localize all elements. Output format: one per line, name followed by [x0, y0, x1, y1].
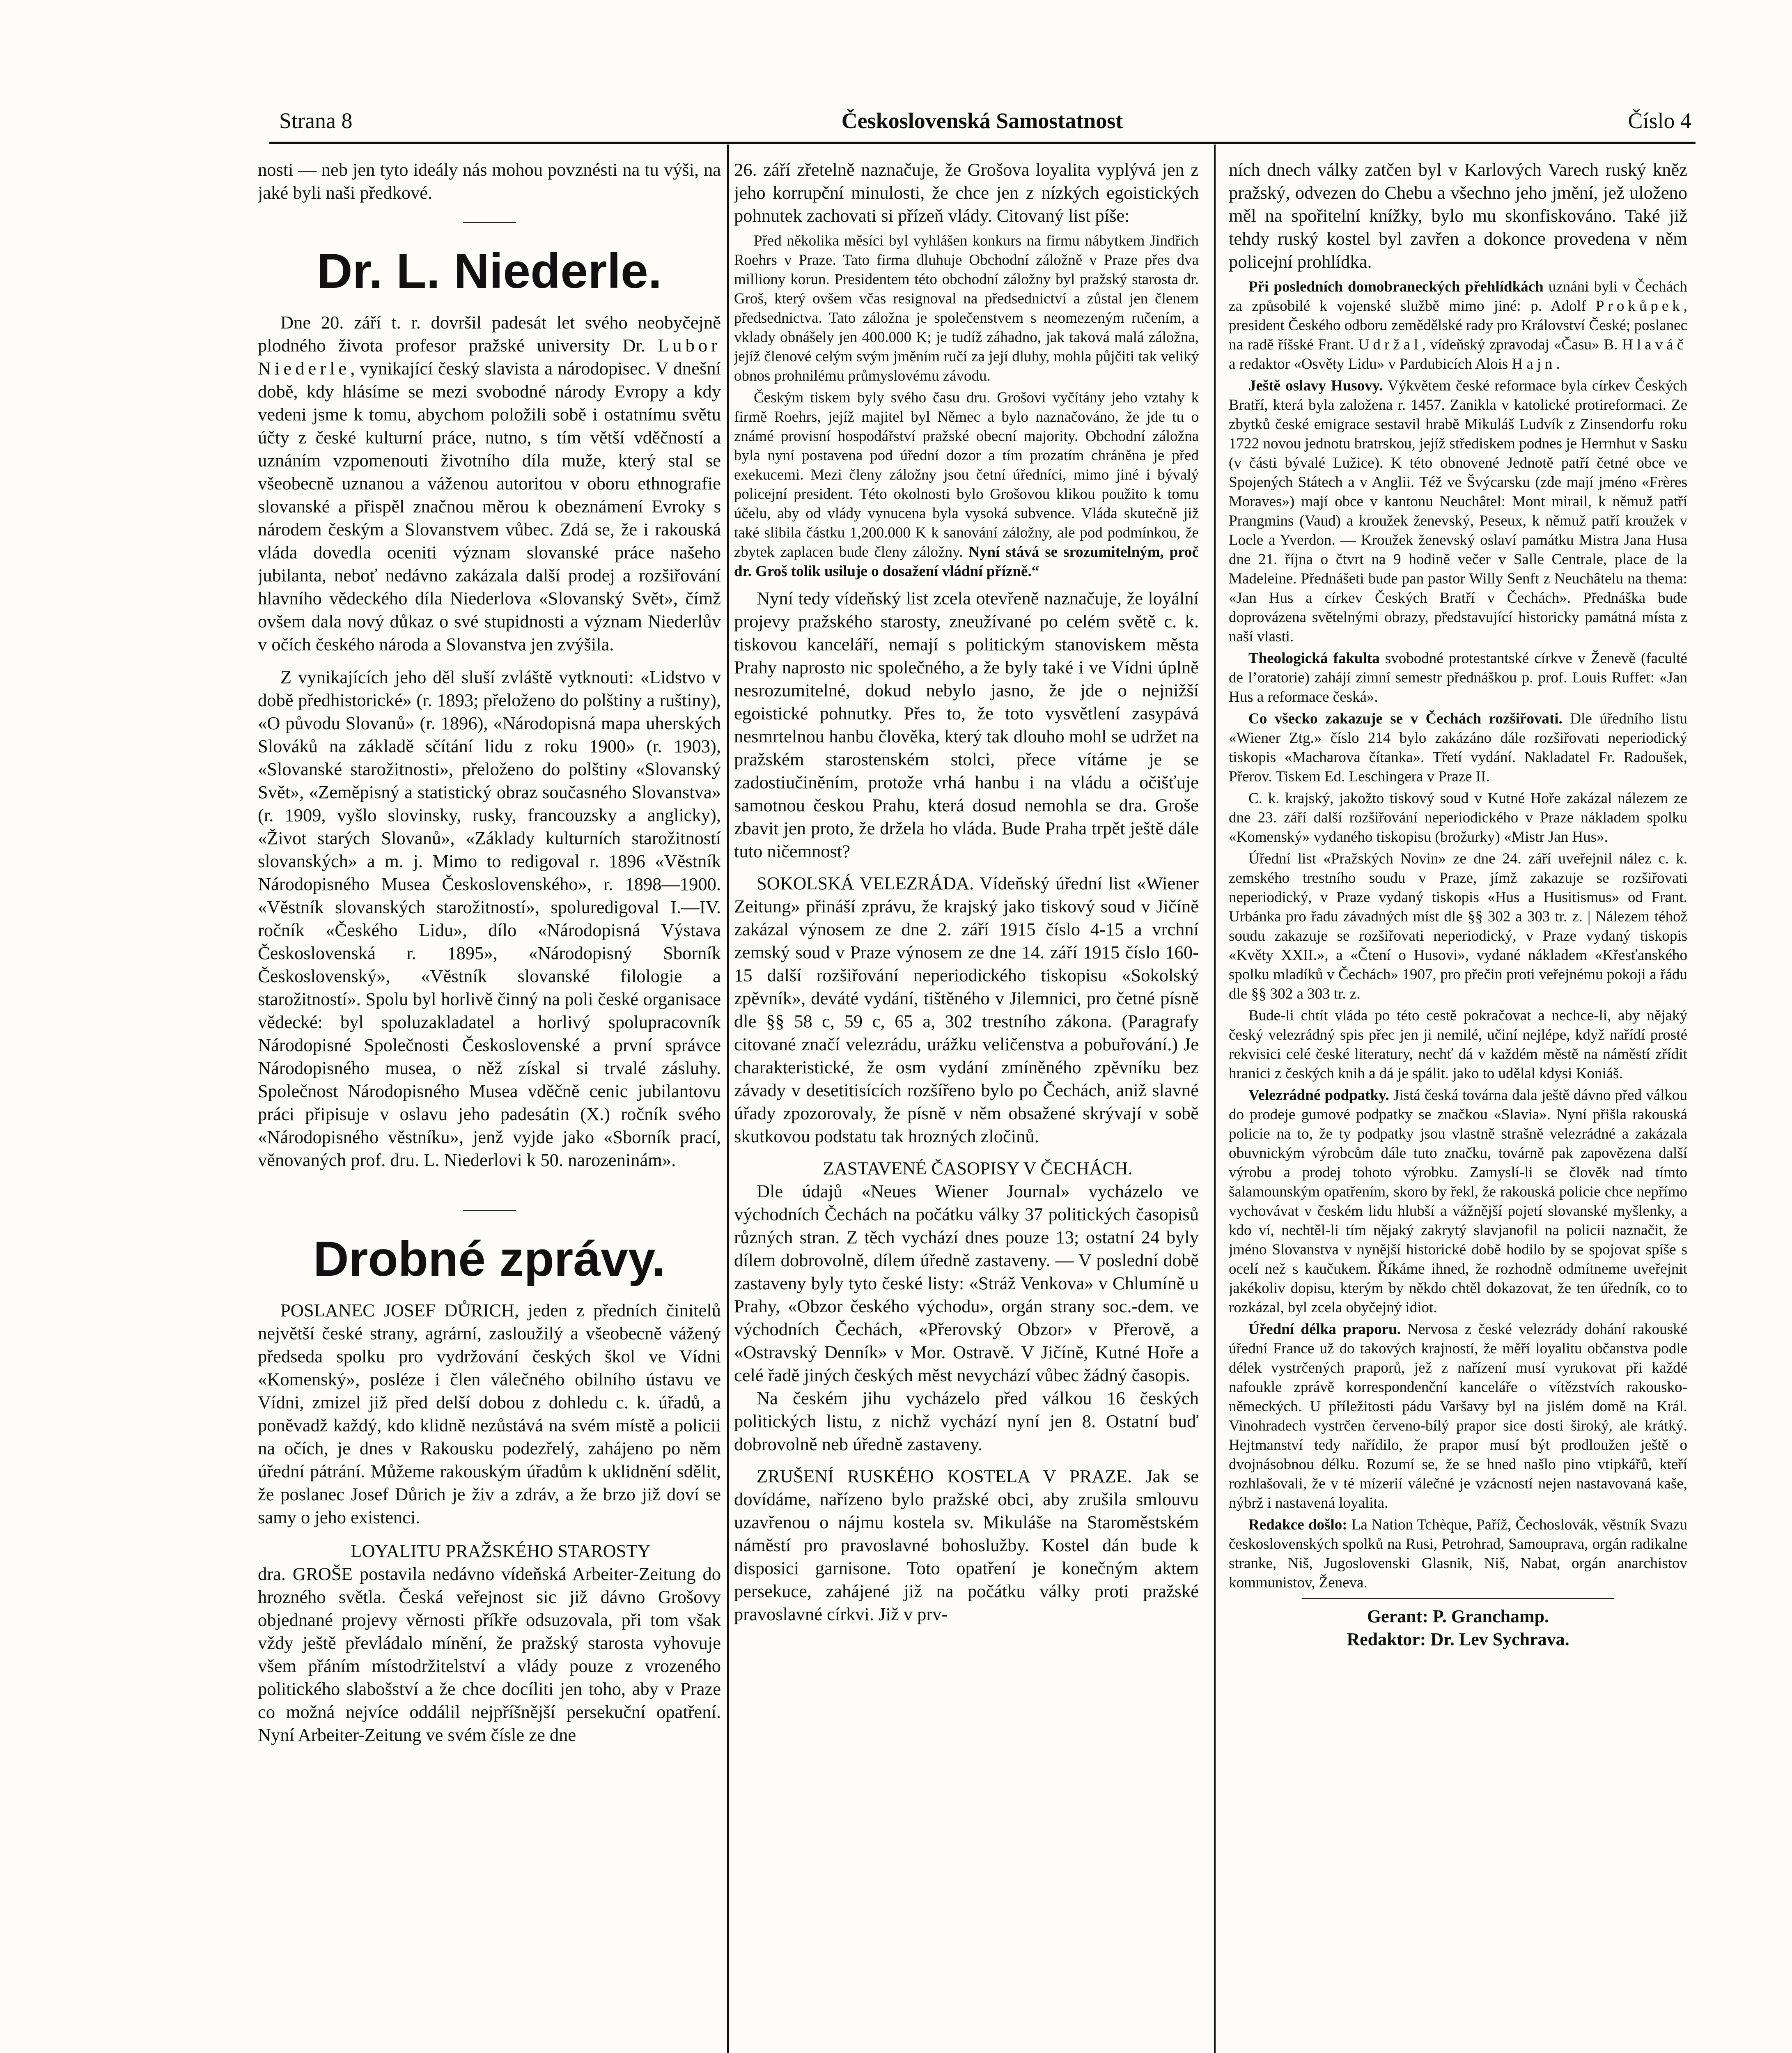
separator	[463, 222, 516, 223]
prapor-paragraph	[1229, 1320, 1687, 1513]
niederle-paragraph-1	[258, 311, 721, 656]
prapor-text: Nervosa z české velezrády dohání rakouské úřední France už do takových krajností, že měří loyalitu občanstva podle délek vystrčených praporů, jež z nařízení musí vyrukovat při každé nafoukle zprávě korrespondenční kanceláře o vítězstvích rakousko-německých. U příležitosti pádu Varšavy byl na jislém domě na Král. Vinohradech vystrčen červeno-bílý prapor sice dosti široký, ale krátký. Hejtmanství tedy nařídilo, že prapor musí být prodloužen ještě o dvojnásobnou délku. Rozumí se, že se hned našlo pino vtipkářů, kteří rozhlašovali, že v té mízerií válečné je vzácností nejen nastavovaná kaše, nýbrž i nastavená loyalita.	[1229, 1321, 1687, 1511]
domob-text-b: , president Českého odboru zemědělské rady pro Království České; poslanec na radě říšské Frant.	[1229, 298, 1687, 353]
theo-heading: Theologická fakulta	[1248, 650, 1380, 667]
quote-paragraph-2	[734, 388, 1199, 581]
separator	[463, 1210, 516, 1211]
niederle-paragraph-2: Z vynikajících jeho děl sluší zvláště vytknouti: «Lidstvo v době předhistorické» (r. 1893; přeloženo do polštiny a ruštiny), «O původu Slovanů» (r. 1896), «Národopisná mapa uherských Slováků na základě sčítání lidu z roku 1900» (r. 1903), «Slovanské starožitnosti», přeloženo do polštiny «Slovanský Svět», «Zeměpisný a statistický obraz současného Slovanstva» (r. 1909, vyšlo slovinsky, rusky, francouzsky a anglicky), «Život starých Slovanů», «Základy kulturních starožitností slovanských» a m. j. Mimo to redigoval r. 1896 «Věstník Národopisného Musea Československého», r. 1898—1900. «Věstník slovanských starožitností», spoluredigoval I.—IV. ročník «Českého Lidu», dílo «Národopisná Výstava Československá r. 1895», «Národopisný Sborník Československý», «Věstník slovanské filologie a starožitností». Spolu byl horlivě činný na poli české organisace vědecké: byl spoluzakladatel a horlivý spolupracovník Národopisné Společnosti Československé a první správce Národopisného musea, o něž získal si trvalé zásluhy. Společnost Národopisného Musea vděčně cenic jubilantovu práci připisuje v oslavu jeho padesátin (X.) ročník svého «Národopisného věstníku», jenž vyjde jako «Sborník prací, věnovaných prof. dru. L. Niederlovi k 50. narozeninám».	[258, 667, 721, 1170]
sokol-text: Vídeňský úřední list «Wiener Zeitung» přináší zprávu, že krajský jako tiskový soud v Jičíně zakázal výnosem ze dne 2. září 1915 číslo 4-15 a vrchní zemský soud v Praze výnosem ze dne 14. září 1915 číslo 160-15 další rozšiřování neperiodického tiskopisu «Sokolský zpěvník», deváté vydání, tištěného v Jilemnici, pro četné písně dle §§ 58 c, 59 c, 65 a, 302 trestního zákona. (Paragrafy citované značí velezrádu, urážku veličenstva a pobuřování.) Je charakteristické, že osm vydání zmíněného zpěvníku bez závady v desetitisících rozšířeno bylo po Čechách, aniž slavné úřady zpozorovaly, že písně v něm obsažené skrývají v sobě skutkovou podstatu tak hrozných zločinů.	[734, 873, 1199, 1146]
column-3	[1229, 158, 1687, 2053]
cov-paragraph-4: Bude-li chtít vláda po této cestě pokračovat a nechce-li, aby nějaký český velezrádný spis přec jen ji nemilé, učiní nejlépe, když nařídí prosté rekvisici celé české literatury, nechť dá v každém městě na náměstí zřídit hranici z českých knih a dá je spálit. jako to udělal kdysi Koniáš.	[1229, 1007, 1687, 1082]
sokol-paragraph	[734, 872, 1199, 1148]
quoted-article	[734, 231, 1199, 581]
velezradne-heading: Velezrádné podpatky.	[1248, 1087, 1389, 1104]
niederle-text: Dne 20. září t. r. dovršil padesát let svého neobyčejně plodného života profesor pražské university Dr.	[258, 312, 721, 356]
niederle-title: Dr. L. Niederle.	[317, 243, 662, 299]
signature-rule	[1302, 1598, 1614, 1599]
hus-paragraph	[1229, 376, 1687, 646]
page-number: Strana 8	[279, 108, 353, 133]
loyalita-paragraph: dra. GROŠE postavila nedávno vídeňská Arbeiter-Zeitung do hrozného světla. Česká veřejnost sic již dávno Grošovy objednané projevy věrnosti příkře odsuzovala, při tom však vždy ještě převládalo mínění, že pražský starosta vyhovuje všem přáním místodržitelství a vlády pouze z vrozeného politického slabošství a že chce docíliti jen toho, aby v Praze co možná nejvíce oddálil nejpříšnější persekuční opatření. Nyní Arbeiter-Zeitung ve svém čísle ze dne	[258, 1564, 721, 1745]
domob-paragraph	[1229, 277, 1687, 374]
quote-bold-text: Nyní stává se srozumitelným, proč dr. Groš tolik usiluje o dosažení vládní přízně.“	[734, 544, 1199, 580]
hus-text: Výkvětem české reformace byla církev Českých Bratří, která byla založena r. 1457. Zanikla v katolické protireformaci. Ze zbytků české emigrace sestavil hrabě Mikuláš Ludvík z Zinsendorfu roku 1722 novou jednotu bratrskou, jejíž střediskem podnes je Herrnhut v Sasku (v části bývalé Lužice). K této obnovené Jednotě patří četné obce ve Spojených Státech a v Anglii. Též ve Švýcarsku (zde mají jméno «Frères Moraves») mají obce v kantonu Neuchâtel: Mont mirail, k němuž patří Prangmins (Vaud) a kroužek ženevský, Peseux, k němuž patří kroužek v Locle a Yverdon. — Kroužek ženevský oslaví památku Mistra Jana Husa dne 21. října o čtvrt na 9 hodině večer v Salle Centrale, place de la Madeleine. Přednášeti bude pan pastor Willy Senft z Neuchâtelu na thema: «Jan Hus a církev Českých Bratří v Čechách». Přednáška bude doprovázena světelnými obrazy, představující historicky památná místa z naší vlasti.	[1229, 377, 1687, 645]
column-2	[734, 158, 1199, 2053]
domob-name-1: Prokůpek	[1595, 298, 1684, 315]
theo-text: svobodné protestantské církve v Ženevě (faculté de l’oratorie) zahájí zimní semestr přednáškou p. prof. Louis Ruffet: «Jan Hus a reformace česká».	[1229, 650, 1687, 705]
column-divider-1	[727, 145, 729, 2053]
page-header	[269, 105, 1696, 138]
velezradne-text: Jistá česká továrna dala ještě dávno před válkou do prodeje gumové podpatky se značkou «Slavia». Nyní přišla rakouská policie na to, že ty podpatky jsou vlastně strašně velezrádné a zakázala obuvnickým výrobcům dále tuto značku, továrně pak zapovězena další výrobu a prodej tohoto výrobku. Zamyslí-li se člověk nad tímto šalamounským opatřením, skoro by řekl, že rakouská policie chce nepřímo vychovávat v českém lidu hlubší a vážnější pojetí slovanské myšlenky, a kdo ví, nechtěl-li tím nějaký zakrytý slavjanofil na policii naznačit, že jméno Slovanstva v nynější historické době hodilo by se spojovat spíše s ocelí než s kaučukem. Říkáme ihned, že rozhodně odmítneme uveřejnit jakékoliv dopisu, kterým by někdo chtěl dokazovat, že ten úředník, co to rozkázal, byl zcela obyčejný idiot.	[1229, 1087, 1687, 1316]
cov-paragraph-3: Úřední list «Pražských Novin» ze dne 24. září uveřejnil nález c. k. zemského trestního soudu v Praze, jímž zakazuje se rozšiřovati neperiodický, v Praze vydaný tiskopis «Hus a Husitismus» od Frant. Urbánka pro řadu závadných míst dle §§ 302 a 303 tr. z. | Nálezem téhož soudu zakazuje se rozšiřovati neperiodický, v Praze vydaný tiskopis «Květy XXII.», a «Čtení o Husovi», vydané nákladem «Křesťanského spolku mladíků v Čechách» 1907, pro přečin proti veřejnému pokoji a řádu dle §§ 302 a 303 tr. z.	[1229, 850, 1687, 1002]
durich-paragraph: POSLANEC JOSEF DŮRICH, jeden z předních činitelů největší české strany, agrární, zasloužilý a všeobecně vážený předseda spolku pro vydržování českých škol ve Vídni «Komenský», posléze i člen válečného obilního ústavu ve Vídni, zmizel již před delší dobou z dohledu c. k. úřadů, a poněvadž každý, kdo klidně nezůstává na svém místě a policii na očích, je dnes v Rakousku podezřelý, zahájeno po něm úřední pátrání. Můžeme rakouským úřadům k uklidnění sdělit, že poslanec Josef Důrich je živ a zdráv, a že brzo již doví se samy o jeho existenci.	[258, 1300, 721, 1527]
zruseni-heading: ZRUŠENÍ RUSKÉHO KOSTELA V PRAZE.	[757, 1466, 1132, 1486]
domob-name-3: Hlaváč	[1622, 336, 1687, 353]
domob-name-4: Hajn	[1512, 356, 1556, 372]
cov-paragraph-1	[1229, 709, 1687, 786]
zruseni-text: Jak se dovídáme, nařízeno bylo pražské obci, aby zrušila smlouvu uzavřenou o nájmu kostela sv. Mikuláše na Staroměstském náměstí pro pravoslavné bohoslužby. Kostel dán bude k disposici garnisone. Toto opatření je konečným aktem persekuce, zahájené již na počátku války proti pražské pravoslavné církvi. Již v prv-	[734, 1466, 1199, 1624]
column-1	[258, 158, 721, 2053]
sokol-heading: SOKOLSKÁ VELEZRÁDA.	[757, 873, 974, 893]
domob-text: uznáni byli v Čechách za způsobilé k vojenské službě mimo jiné: p. Adolf	[1229, 278, 1687, 315]
header-rule	[269, 142, 1696, 144]
small-notes	[1229, 277, 1687, 1592]
domob-heading: Při posledních domobraneckých přehlídkách	[1248, 278, 1544, 295]
hus-heading: Ještě oslavy Husovy.	[1248, 377, 1383, 394]
niederle-name: Lubor Niederle	[258, 335, 721, 379]
redakce-text: La Nation Tchèque, Paříž, Čechoslovák, věstník Svazu československých spolků na Rusi, Petrohrad, Samouprava, orgán radikalne stranke, Niš, Jugoslovenski Glasnik, Niš, Nabat, orgán anarchistov kommunistov, Ženeva.	[1229, 1516, 1687, 1591]
domob-text-e: .	[1556, 356, 1560, 372]
cov-text: Dle úředního listu «Wiener Ztg.» číslo 214 bylo zakázáno dále rozšiřovati neperiodický tiskopis «Macharova čítanka». Třetí vydání. Nakladatel Fr. Radoušek, Přerov. Tiskem Ed. Leschingera v Praze II.	[1229, 710, 1687, 785]
grosh-paragraph-1: 26. září zřetelně naznačuje, že Grošova loyalita vyplývá jen z jeho korrupční minulosti, že chce jen z nízkých egoistických pohnutek zachovati si přízeň vlády. Citovaný list píše:	[734, 159, 1199, 226]
intro-paragraph: nosti — neb jen tyto ideály nás mohou povznésti na tu výši, na jaké byli naši předkové.	[258, 159, 721, 203]
column-divider-2	[1214, 145, 1216, 2053]
redakce-heading: Redakce došlo:	[1248, 1516, 1347, 1533]
grosh-paragraph-2: Nyní tedy vídeňský list zcela otevřeně naznačuje, že loyální projevy pražského starosty, zneužívané po celém světě c. k. tiskovou kanceláří, nemají s politickým stanoviskem města Prahy naprosto nic společného, a že byly také i ve Vídni úplně nesrozumitelné, dokud nebylo jasno, že jde o nejnižší egoistické pohnutky. Přes to, že toto vysvětlení zasypává nesmrtelnou hanbu člověka, který tak dlouho mohl se udržet na pražském starostenském stolci, přece vítáme je se zadostiučiněním, protože vrhá hanbu i na vládu a očišťuje samotnou českou Prahu, která dosud nemohla se dra. Groše zbavit jen proto, že držela ho vláda. Bude Praha trpět ještě dále tuto ničemnost?	[734, 588, 1199, 861]
prapor-heading: Úřední délka praporu.	[1248, 1321, 1401, 1338]
cov-heading: Co všecko zakazuje se v Čechách rozšiřovati.	[1248, 710, 1563, 727]
redakce-paragraph	[1229, 1515, 1687, 1592]
cov-paragraph-2: C. k. krajský, jakožto tiskový soud v Kutné Hoře zakázal nálezem ze dne 23. září další rozšiřování neperiodického v Praze nákladem spolku «Komenský» vydaného tiskopisu (brožurky) «Mistr Jan Hus».	[1229, 790, 1687, 845]
quote-text: Českým tiskem byly svého času dru. Grošovi vyčítány jeho vztahy k firmě Roehrs, jejíž majitel byl Němec a bylo naznačováno, že jde tu o známé provisní hospodářství pražské obecní majority. Obchodní záložna byla nyní postavena pod úřední dozor a tím prozatím chráněna je před exekucemi. Mezi členy záložny jsou četní úředníci, mimo jiné i bývalý policejní president. Této okolnosti bylo Grošovou klikou použito k tomu účelu, aby od vlády vynucena byla vysoká subvence. Vláda skutečně již také slibila částku 1,200.000 K k sanování záložny, ale pod podmínkou, že zbytek zaplacen bude členy záložny.	[734, 389, 1199, 560]
ruska-paragraph: ních dnech války zatčen byl v Karlových Varech ruský kněz pražský, odvezen do Chebu a všechno jeho jmění, jež uloženo měl na spořitelní knížky, bylo mu skonfiskováno. Také již tehdy ruský kostel byl zavřen a dokonce provedena v něm policejní prohlídka.	[1229, 159, 1687, 272]
zastavene-paragraph: Dle údajů «Neues Wiener Journal» vycházelo ve východních Čechách na počátku války 37 politických časopisů různých stran. Z těch vychází dnes pouze 13; ostatní 24 byly dílem dobrovolně, dílem úředně zastaveny. — V poslední době zastaveny byly tyto české listy: «Stráž Venkova» v Chlumíně u Prahy, «Obzor českého východu», orgán strany soc.-dem. ve východních Čechách, «Přerovský Obzor» v Přerově, a «Ostravský Denník» v Mor. Ostravě. V Jičíně, Kutné Hoře a celé řadě jiných českých měst nevychází vůbec žádný časopis.	[734, 1181, 1199, 1385]
domob-text-c: , vídeňský zpravodaj «Času» B.	[1422, 336, 1622, 353]
issue-number: Číslo 4	[1628, 108, 1691, 133]
gerant-line: Gerant: P. Granchamp.	[1367, 1606, 1549, 1626]
drobne-title: Drobné zprávy.	[313, 1231, 665, 1286]
redaktor-line: Redaktor: Dr. Lev Sychrava.	[1347, 1629, 1569, 1649]
zastavene-heading: ZASTAVENÉ ČASOPISY V ČECHÁCH.	[823, 1158, 1133, 1178]
zruseni-paragraph	[734, 1465, 1199, 1626]
zastavene-paragraph-2: Na českém jihu vycházelo před válkou 16 českých politických listu, z nichž vychází nyní jen 8. Ostatní buď dobrovolně neb úředně zastaveny.	[734, 1388, 1199, 1454]
newspaper-title: Československá Samostatnost	[841, 108, 1123, 133]
domob-name-2: Udržal	[1358, 336, 1422, 353]
velezradne-paragraph	[1229, 1086, 1687, 1317]
niederle-text-cont: , vynikající český slavista a národopisec. V dnešní době, kdy hlásíme se mezi svobodné národy Evropy a kdy vedeni jsme k tomu, abychom položili sobě i ostatnímu světu účty z české kulturní práce, nutno, s tím větší vděčností a uznáním vzpomenouti životního díla muže, který stal se všeobecně uznanou a váženou autoritou v oboru ethnografie slovanské a přispěl značnou měrou k obeznámení Evroky s národem českým a Slovanstvem vůbec. Zdá se, že i rakouská vláda dovedla oceniti význam slovanské práce našeho jubilanta, neboť nedávno zakázala další prodej a rozšiřování hlavního vědeckého díla Niederlova «Slovanský Svět», čímž ovšem dala nový důkaz o své stupidnosti a význam Niederlův v očích českého národa a Slovanstva jen zvýšila.	[258, 358, 721, 654]
quote-paragraph-1: Před několika měsíci byl vyhlášen konkurs na firmu nábytkem Jindřich Roehrs v Praze. Tato firma dluhuje Obchodní záložně v Praze přes dva milliony korun. Presidentem této obchodní záložny byl pražský starosta dr. Groš, který ovšem včas resignoval na předsednictví a zůstal jen členem předsednictva. Tato záložna je společenstvem s neomezeným ručením, a vklady obnášely jen 400.000 K; je tudíž záhadno, jak taková malá záložna, jejíž členové celým svým jměním ručí za její dluhy, mohla půjčiti tak veliký obnos prohnilému průmyslovému závodu.	[734, 232, 1199, 384]
loyalita-heading: LOYALITU PRAŽSKÉHO STAROSTY	[351, 1541, 651, 1561]
domob-text-d: a redaktor «Osvěty Lidu» v Pardubicích Alois	[1229, 356, 1512, 372]
theo-paragraph	[1229, 649, 1687, 707]
